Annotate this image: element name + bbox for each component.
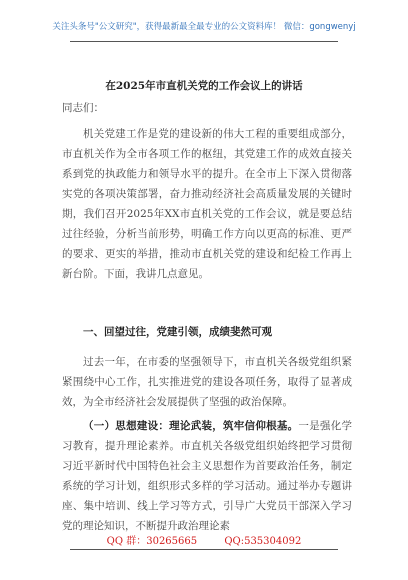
paragraph-text: 过去一年，在市委的坚强领导下，市直机关各级党组织紧紧围绕中心工作，扎实推进党的建设各项任务，取得了显著成效，为全市经济社会发展提供了坚强的政治保障。 bbox=[62, 356, 352, 408]
header-note: 关注头条号"公文研究"，获得最新最全最专业的公文资料库！ 微信：gongwenyj bbox=[52, 22, 356, 32]
subsection-heading: （一）思想建设：理论武装，筑牢信仰根基。 bbox=[83, 420, 299, 432]
paragraph-review bbox=[62, 352, 352, 412]
salutation: 同志们： bbox=[62, 102, 104, 114]
paragraph-ideology bbox=[62, 416, 352, 536]
qq-group: QQ 群：30265665 bbox=[106, 536, 198, 547]
paragraph-text: 机关党建工作是党的建设新的伟大工程的重要组成部分，市直机关作为全市各项工作的枢纽，其党建工作的成效直接关系到党的执政能力和领导水平的提升。在全市上下深入贯彻落实党的各项决策部署，奋力推动经济社会高质量发展的关键时期，我们召开2025年XX市直机关党的工作会议，就是要总结过往经验，分析当前形势，明确工作方向以更高的标准、更严的要求、更实的举措，推动市直机关党的建设和纪检工作再上新台阶。下面，我讲几点意见。 bbox=[62, 128, 352, 280]
footer-contact bbox=[0, 532, 408, 547]
header-divider bbox=[70, 41, 338, 42]
paragraph-text bbox=[62, 416, 352, 536]
section-heading: 一、回望过往，党建引领，成绩斐然可观 bbox=[83, 326, 272, 338]
document-title: 在2025年市直机关党的工作会议上的讲话 bbox=[105, 80, 303, 92]
subsection-text: 一是强化学习教育，提升理论素养。市直机关各级党组织始终把学习贯彻习近平新时代中国特色社会主义思想作为首要政治任务，制定系统的学习计划，组织形式多样的学习活动。通过举办专题讲座、集中培训、线上学习等方式，引导广大党员干部深入学习党的理论知识，不断提升政治理论素 bbox=[62, 420, 353, 532]
footer-divider bbox=[70, 549, 338, 550]
paragraph-intro bbox=[62, 124, 352, 284]
qq-number: QQ:535304092 bbox=[224, 536, 302, 547]
